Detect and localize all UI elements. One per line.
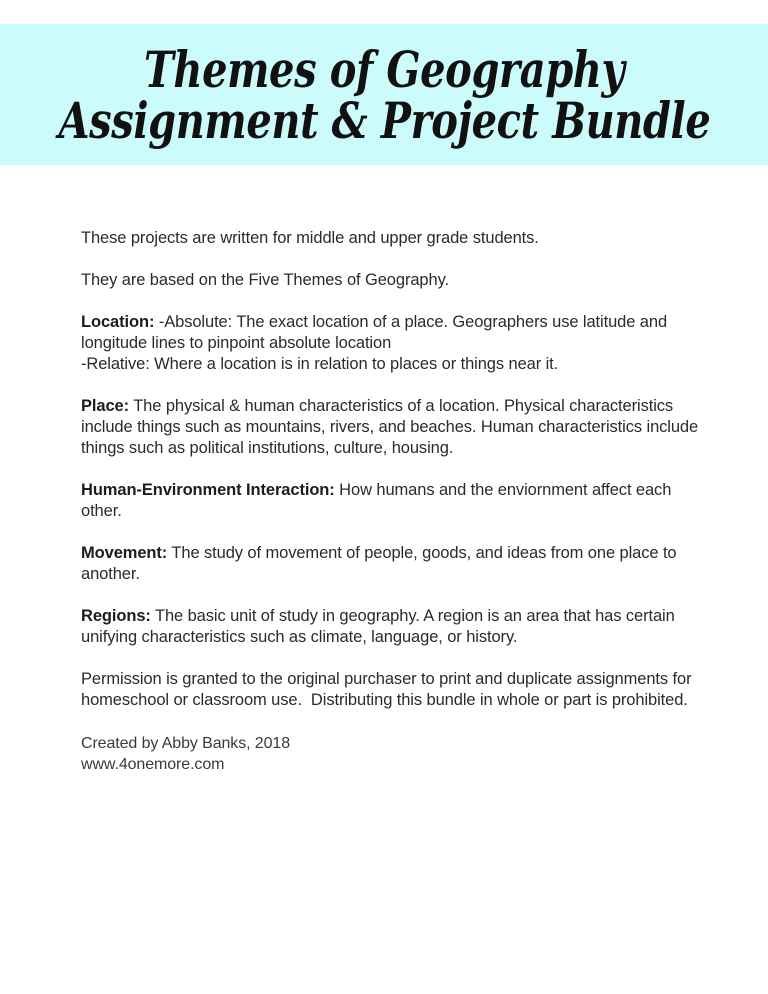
intro-paragraph-1 bbox=[81, 228, 709, 249]
footer-credit-block bbox=[81, 733, 709, 775]
theme-paragraph-location bbox=[81, 312, 709, 375]
footer-website-line: www.4onemore.com bbox=[81, 756, 225, 773]
document-title-line-2: Assignment & Project Bundle bbox=[58, 90, 710, 150]
document-title-line-1: Themes of Geography bbox=[143, 39, 625, 99]
intro-paragraph-2-text: They are based on the Five Themes of Geography. bbox=[81, 271, 449, 289]
footer-credit-line: Created by Abby Banks, 2018 bbox=[81, 735, 290, 752]
intro-paragraph-2 bbox=[81, 270, 709, 291]
theme-label-movement: Movement: bbox=[81, 544, 168, 562]
permission-text: Permission is granted to the original purchaser to print and duplicate assignments for homeschool or classroom use. Distributing this bundle in whole or part is prohibited. bbox=[81, 670, 696, 709]
theme-paragraph-movement bbox=[81, 543, 709, 585]
theme-label-place: Place: bbox=[81, 397, 130, 415]
theme-paragraph-place bbox=[81, 396, 709, 459]
theme-label-regions: Regions: bbox=[81, 607, 151, 625]
theme-text-location-relative: -Relative: Where a location is in relation to places or things near it. bbox=[81, 355, 559, 373]
title-banner bbox=[0, 24, 768, 165]
theme-text-human-environment-interaction: How humans and the enviornment affect each other. bbox=[81, 481, 676, 520]
theme-paragraph-regions bbox=[81, 606, 709, 648]
theme-text-place: The physical & human characteristics of a location. Physical characteristics include things such as mountains, rivers, and beaches. Human characteristics include things such as political institutions, culture, housing. bbox=[81, 397, 703, 457]
theme-paragraph-human-environment-interaction bbox=[81, 480, 709, 522]
theme-text-regions: The basic unit of study in geography. A region is an area that has certain unifying characteristics such as climate, language, or history. bbox=[81, 607, 680, 646]
theme-label-location: Location: bbox=[81, 313, 155, 331]
theme-label-human-environment-interaction: Human-Environment Interaction: bbox=[81, 481, 335, 499]
theme-text-location-absolute: -Absolute: The exact location of a place. Geographers use latitude and longitude lines to pinpoint absolute location bbox=[81, 313, 672, 352]
theme-text-movement: The study of movement of people, goods, and ideas from one place to another. bbox=[81, 544, 681, 583]
intro-paragraph-1-text: These projects are written for middle and upper grade students. bbox=[81, 229, 539, 247]
permission-paragraph bbox=[81, 669, 709, 711]
document-body bbox=[81, 228, 709, 775]
